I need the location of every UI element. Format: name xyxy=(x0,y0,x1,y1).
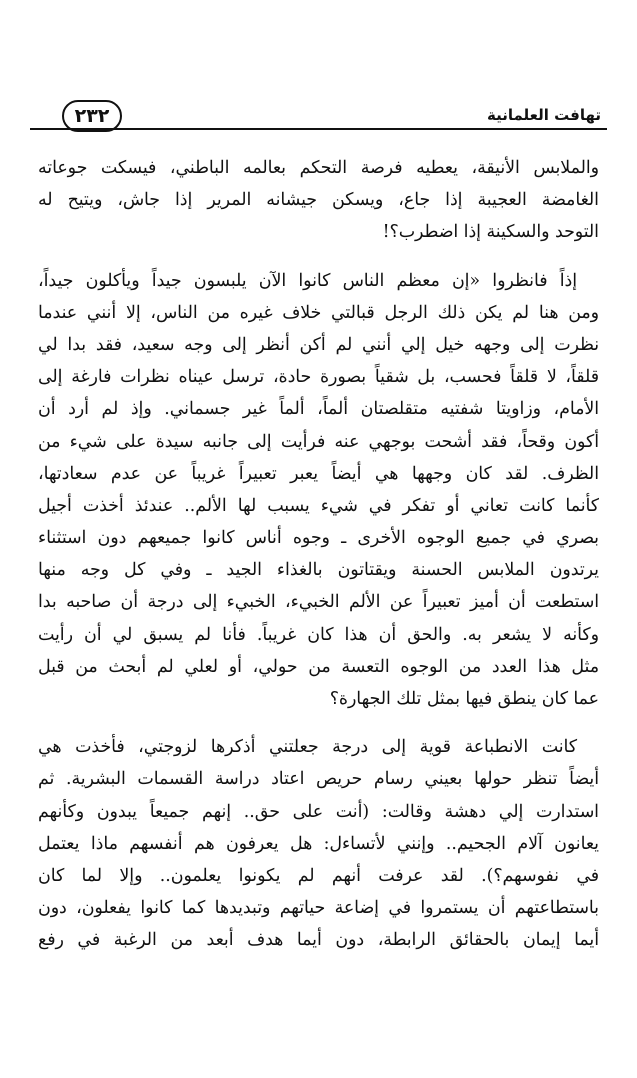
text-line: الظرف. لقد كان وجهها هي أيضاً يعبر تعبيراً غريباً عن عدم سعادتها، xyxy=(38,463,599,484)
text-line: يرتدون الملابس الحسنة ويقتاتون بالغذاء الجيد ـ وفي كل وجه منها xyxy=(38,560,599,581)
text-line: في نفوسهم؟). لقد عرفت أنهم لم يكونوا يعلمون.. وإلا لما كان xyxy=(38,865,599,886)
text-line: استطعت أن أميز تعبيراً عن الألم الخبيء، الخبيء إلى درجة أن صاحبه بدا xyxy=(38,592,599,613)
text-line: أكون وقحاً، فقد أشحت بوجهي عنه فرأيت إلى جانبه سيدة على شيء من xyxy=(38,431,599,452)
text-line: استدارت إلي دهشة وقالت: (أنت على حق.. إنهم جميعاً يبدون وكأنهم xyxy=(38,801,599,822)
text-line: كانت الانطباعة قوية إلى درجة جعلتني أذكرها لزوجتي، فأخذت هي xyxy=(38,737,577,758)
body-text xyxy=(38,152,599,973)
text-line: الغامضة العجيبة إذا جاع، ويسكن جيشانه المرير إذا جاش، ويتيح له xyxy=(38,190,599,211)
text-line: يعانون آلام الجحيم.. وإنني لأتساءل: هل يعرفون هم أنفسهم ماذا يعتمل xyxy=(38,833,599,854)
paragraph xyxy=(38,265,599,716)
text-line: التوحد والسكينة إذا اضطرب؟! xyxy=(382,222,599,243)
page-header xyxy=(30,98,607,134)
paragraph xyxy=(38,731,599,956)
text-line: نظرت إلى وجهه خيل إلي أنني لم أكن أنظر إلى وجه سعيد، فقد بدا لي xyxy=(38,334,599,355)
running-title: تهافت العلمانية xyxy=(487,106,601,124)
text-line: إذاً فانظروا «إن معظم الناس كانوا الآن يلبسون جيداً ويأكلون جيداً، xyxy=(38,270,577,291)
text-line: ومن هنا لم يكن ذلك الرجل قبالتي خلاف غيره من الناس، إلا أنني عندما xyxy=(38,302,599,323)
text-line: باستطاعتهم أن يستمروا في إضاعة حياتهم وتبديدها كما كانوا يفعلون، دون xyxy=(38,898,599,919)
text-line: كأنما كانت تعاني أو تفكر في شيء يسبب لها الألم.. عندئذ أخذت أجيل xyxy=(38,495,599,516)
text-line: وكأنه لا يشعر به. والحق أن هذا كان غريباً. فأنا لم يسبق لي أن رأيت xyxy=(38,624,599,645)
header-rule xyxy=(30,128,607,130)
text-line: قلقاً، لا قلقاً فحسب، بل شقياً بصورة حادة، ترسل عيناه نظرات فارغة إلى xyxy=(38,367,599,388)
text-line: الأمام، وزاويتا شفتيه متقلصتان ألماً، ألماً غير جسماني. وإذ لم أرد أن xyxy=(38,399,599,420)
text-line: أيما إيمان بالحقائق الرابطة، دون أيما هدف أبعد من الرغبة في رفع xyxy=(38,930,599,951)
text-line: عما كان ينطق فيها بمثل تلك الجهارة؟ xyxy=(329,689,599,709)
page-number-badge: ٢٣٢ xyxy=(62,100,122,132)
text-line: أيضاً تنظر حولها بعيني رسام حريص اعتاد دراسة القسمات البشرية. ثم xyxy=(38,769,599,790)
text-line: بصري في جميع الوجوه الأخرى ـ وجوه أناس كانوا جميعهم دون استثناء xyxy=(38,528,599,549)
paragraph xyxy=(38,152,599,249)
text-line: والملابس الأنيقة، يعطيه فرصة التحكم بعالمه الباطني، فيسكت جوعاته xyxy=(38,158,599,178)
text-line: مثل هذا العدد من الوجوه التعسة من حولي، أو لعلي لم أبحث من قبل xyxy=(38,656,599,677)
